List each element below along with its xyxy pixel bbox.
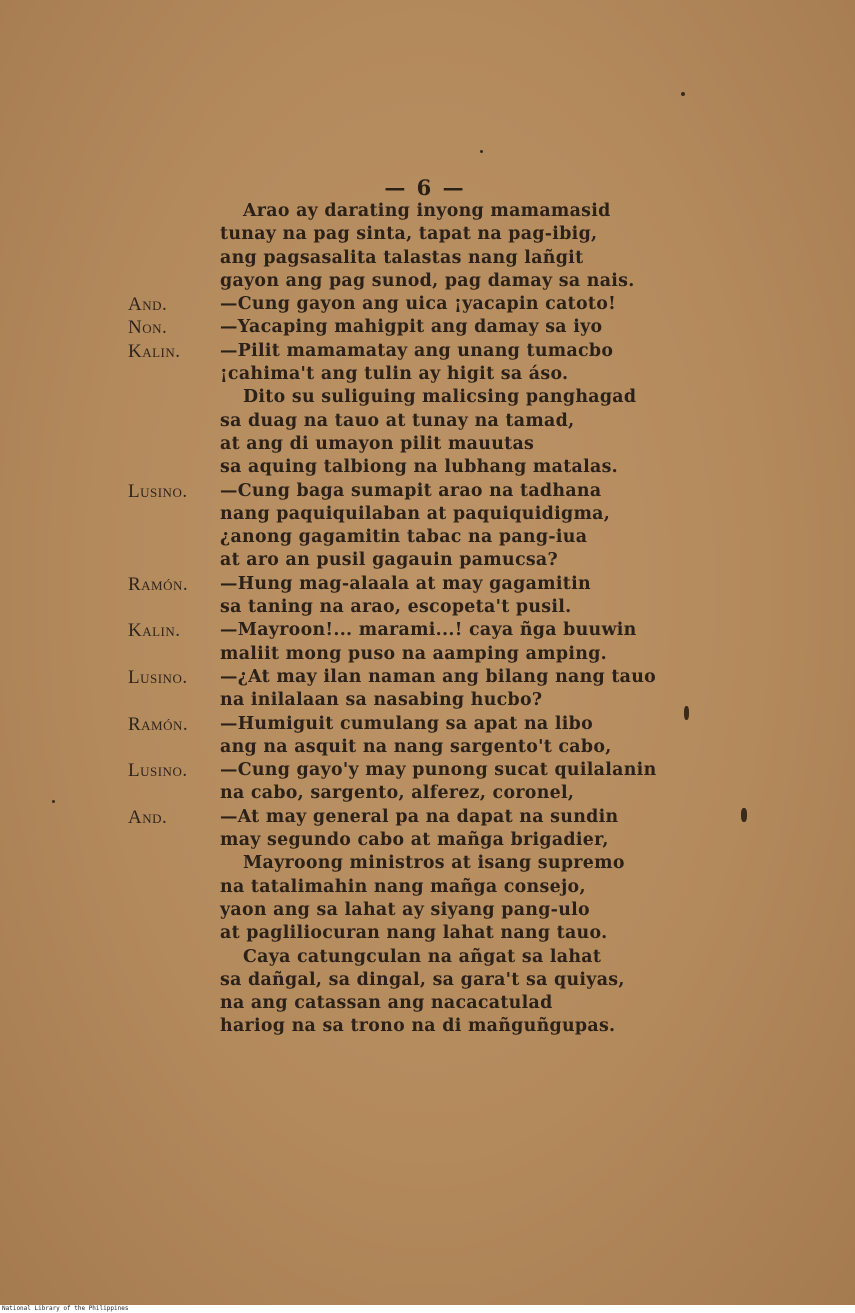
verse-line xyxy=(128,410,728,433)
footer-credit: National Library of the Philippines xyxy=(0,1305,855,1313)
verse-text: —Cung baga sumapit arao na tadhana xyxy=(220,480,602,501)
verse-text: ¡cahima't ang tulin ay higit sa áso. xyxy=(220,364,569,385)
verse-line xyxy=(128,922,728,945)
verse-text: —Mayroon!... marami...! caya ñga buuwin xyxy=(220,620,637,641)
verse-text: na ang catassan ang nacacatulad xyxy=(220,993,553,1014)
verse-line xyxy=(128,666,728,689)
ink-speck xyxy=(681,92,685,96)
verse-text: hariog na sa trono na di mañguñgupas. xyxy=(220,1016,616,1037)
verse-line xyxy=(128,340,728,363)
verse-text: Caya catungculan na añgat sa lahat xyxy=(243,946,602,967)
verse-line xyxy=(128,992,728,1015)
verse-text: ¿anong gagamitin tabac na pang-iua xyxy=(220,527,588,548)
verse-text: —Pilit mamamatay ang unang tumacbo xyxy=(220,340,614,361)
verse-line xyxy=(128,270,728,293)
ink-speck xyxy=(741,808,747,822)
verse-line xyxy=(128,433,728,456)
speaker-label: And. xyxy=(128,294,168,316)
verse-text: gayon ang pag sunod, pag damay sa nais. xyxy=(220,270,635,291)
speaker-label: Non. xyxy=(128,317,168,339)
verse-line xyxy=(128,386,728,409)
speaker-label: And. xyxy=(128,806,168,828)
verse-line xyxy=(128,526,728,549)
verse-text: at aro an pusil gagauin pamucsa? xyxy=(220,550,558,571)
verse-text: sa aquing talbiong na lubhang matalas. xyxy=(220,457,619,478)
page-number: — 6 — xyxy=(384,175,466,200)
speaker-label: Lusino. xyxy=(128,666,188,688)
verse-line xyxy=(128,316,728,339)
verse-line xyxy=(128,713,728,736)
verse-line xyxy=(128,876,728,899)
verse-line xyxy=(128,689,728,712)
verse-text: na inilalaan sa nasabing hucbo? xyxy=(220,690,543,711)
verse-line xyxy=(128,829,728,852)
verse-line xyxy=(128,899,728,922)
verse-text: —At may general pa na dapat na sundin xyxy=(220,806,619,827)
verse-text: Dito su suliguing malicsing panghagad xyxy=(243,387,637,408)
verse-text: nang paquiquilaban at paquiquidigma, xyxy=(220,503,611,524)
verse-text: na tatalimahin nang mañga consejo, xyxy=(220,876,586,897)
verse-text: sa taning na arao, escopeta't pusil. xyxy=(220,597,572,618)
speaker-label: Kalin. xyxy=(128,620,181,642)
speaker-label: Lusino. xyxy=(128,480,188,502)
verse-text: —¿At may ilan naman ang bilang nang tauo xyxy=(220,666,657,687)
verse-text: at ang di umayon pilit mauutas xyxy=(220,433,535,454)
verse-text: na cabo, sargento, alferez, coronel, xyxy=(220,783,575,804)
verse-line xyxy=(128,619,728,642)
speaker-label: Ramón. xyxy=(128,713,189,735)
verse-text: —Hung mag-alaala at may gagamitin xyxy=(220,573,591,594)
verse-line xyxy=(128,782,728,805)
verse-text: Arao ay darating inyong mamamasid xyxy=(243,201,611,221)
verse-line xyxy=(128,1015,728,1038)
verse-line xyxy=(128,480,728,503)
ink-speck xyxy=(480,150,483,153)
verse-text: ang pagsasalita talastas nang lañgit xyxy=(220,247,584,268)
verse-text: —Yacaping mahigpit ang damay sa iyo xyxy=(220,317,603,338)
verse-text: —Cung gayo'y may punong sucat quilalanin xyxy=(220,760,657,781)
verse-line xyxy=(128,759,728,782)
verse-line xyxy=(128,852,728,875)
verse-text: yaon ang sa lahat ay siyang pang-ulo xyxy=(220,899,590,920)
verse-text: may segundo cabo at mañga brigadier, xyxy=(220,830,609,851)
verse-line xyxy=(128,363,728,386)
verse-line xyxy=(128,503,728,526)
verse-line xyxy=(128,549,728,572)
verse-text: sa dañgal, sa dingal, sa gara't sa quiyas, xyxy=(220,969,625,990)
verse-line xyxy=(128,293,728,316)
verse-text: Mayroong ministros at isang supremo xyxy=(243,853,625,874)
verse-line xyxy=(128,573,728,596)
verse-text: tunay na pag sinta, tapat na pag-ibig, xyxy=(220,224,598,245)
verse-text: sa duag na tauo at tunay na tamad, xyxy=(220,410,575,431)
verse-text: at pagliliocuran nang lahat nang tauo. xyxy=(220,923,608,944)
verse-line xyxy=(128,643,728,666)
speaker-label: Lusino. xyxy=(128,760,188,782)
verse-line xyxy=(128,946,728,969)
speaker-label: Ramón. xyxy=(128,573,189,595)
verse-line xyxy=(128,596,728,619)
verse-line xyxy=(128,806,728,829)
verse-text: —Cung gayon ang uica ¡yacapin catoto! xyxy=(220,294,617,315)
verse-line xyxy=(128,736,728,759)
verse-line xyxy=(128,247,728,270)
poem-text xyxy=(128,200,728,1039)
verse-text: maliit mong puso na aamping amping. xyxy=(220,643,608,664)
verse-line xyxy=(128,456,728,479)
verse-line xyxy=(128,969,728,992)
verse-text: —Humiguit cumulang sa apat na libo xyxy=(220,713,594,734)
ink-speck xyxy=(52,800,55,803)
verse-line xyxy=(128,223,728,246)
verse-text: ang na asquit na nang sargento't cabo, xyxy=(220,736,612,757)
speaker-label: Kalin. xyxy=(128,340,181,362)
verse-line xyxy=(128,200,728,223)
